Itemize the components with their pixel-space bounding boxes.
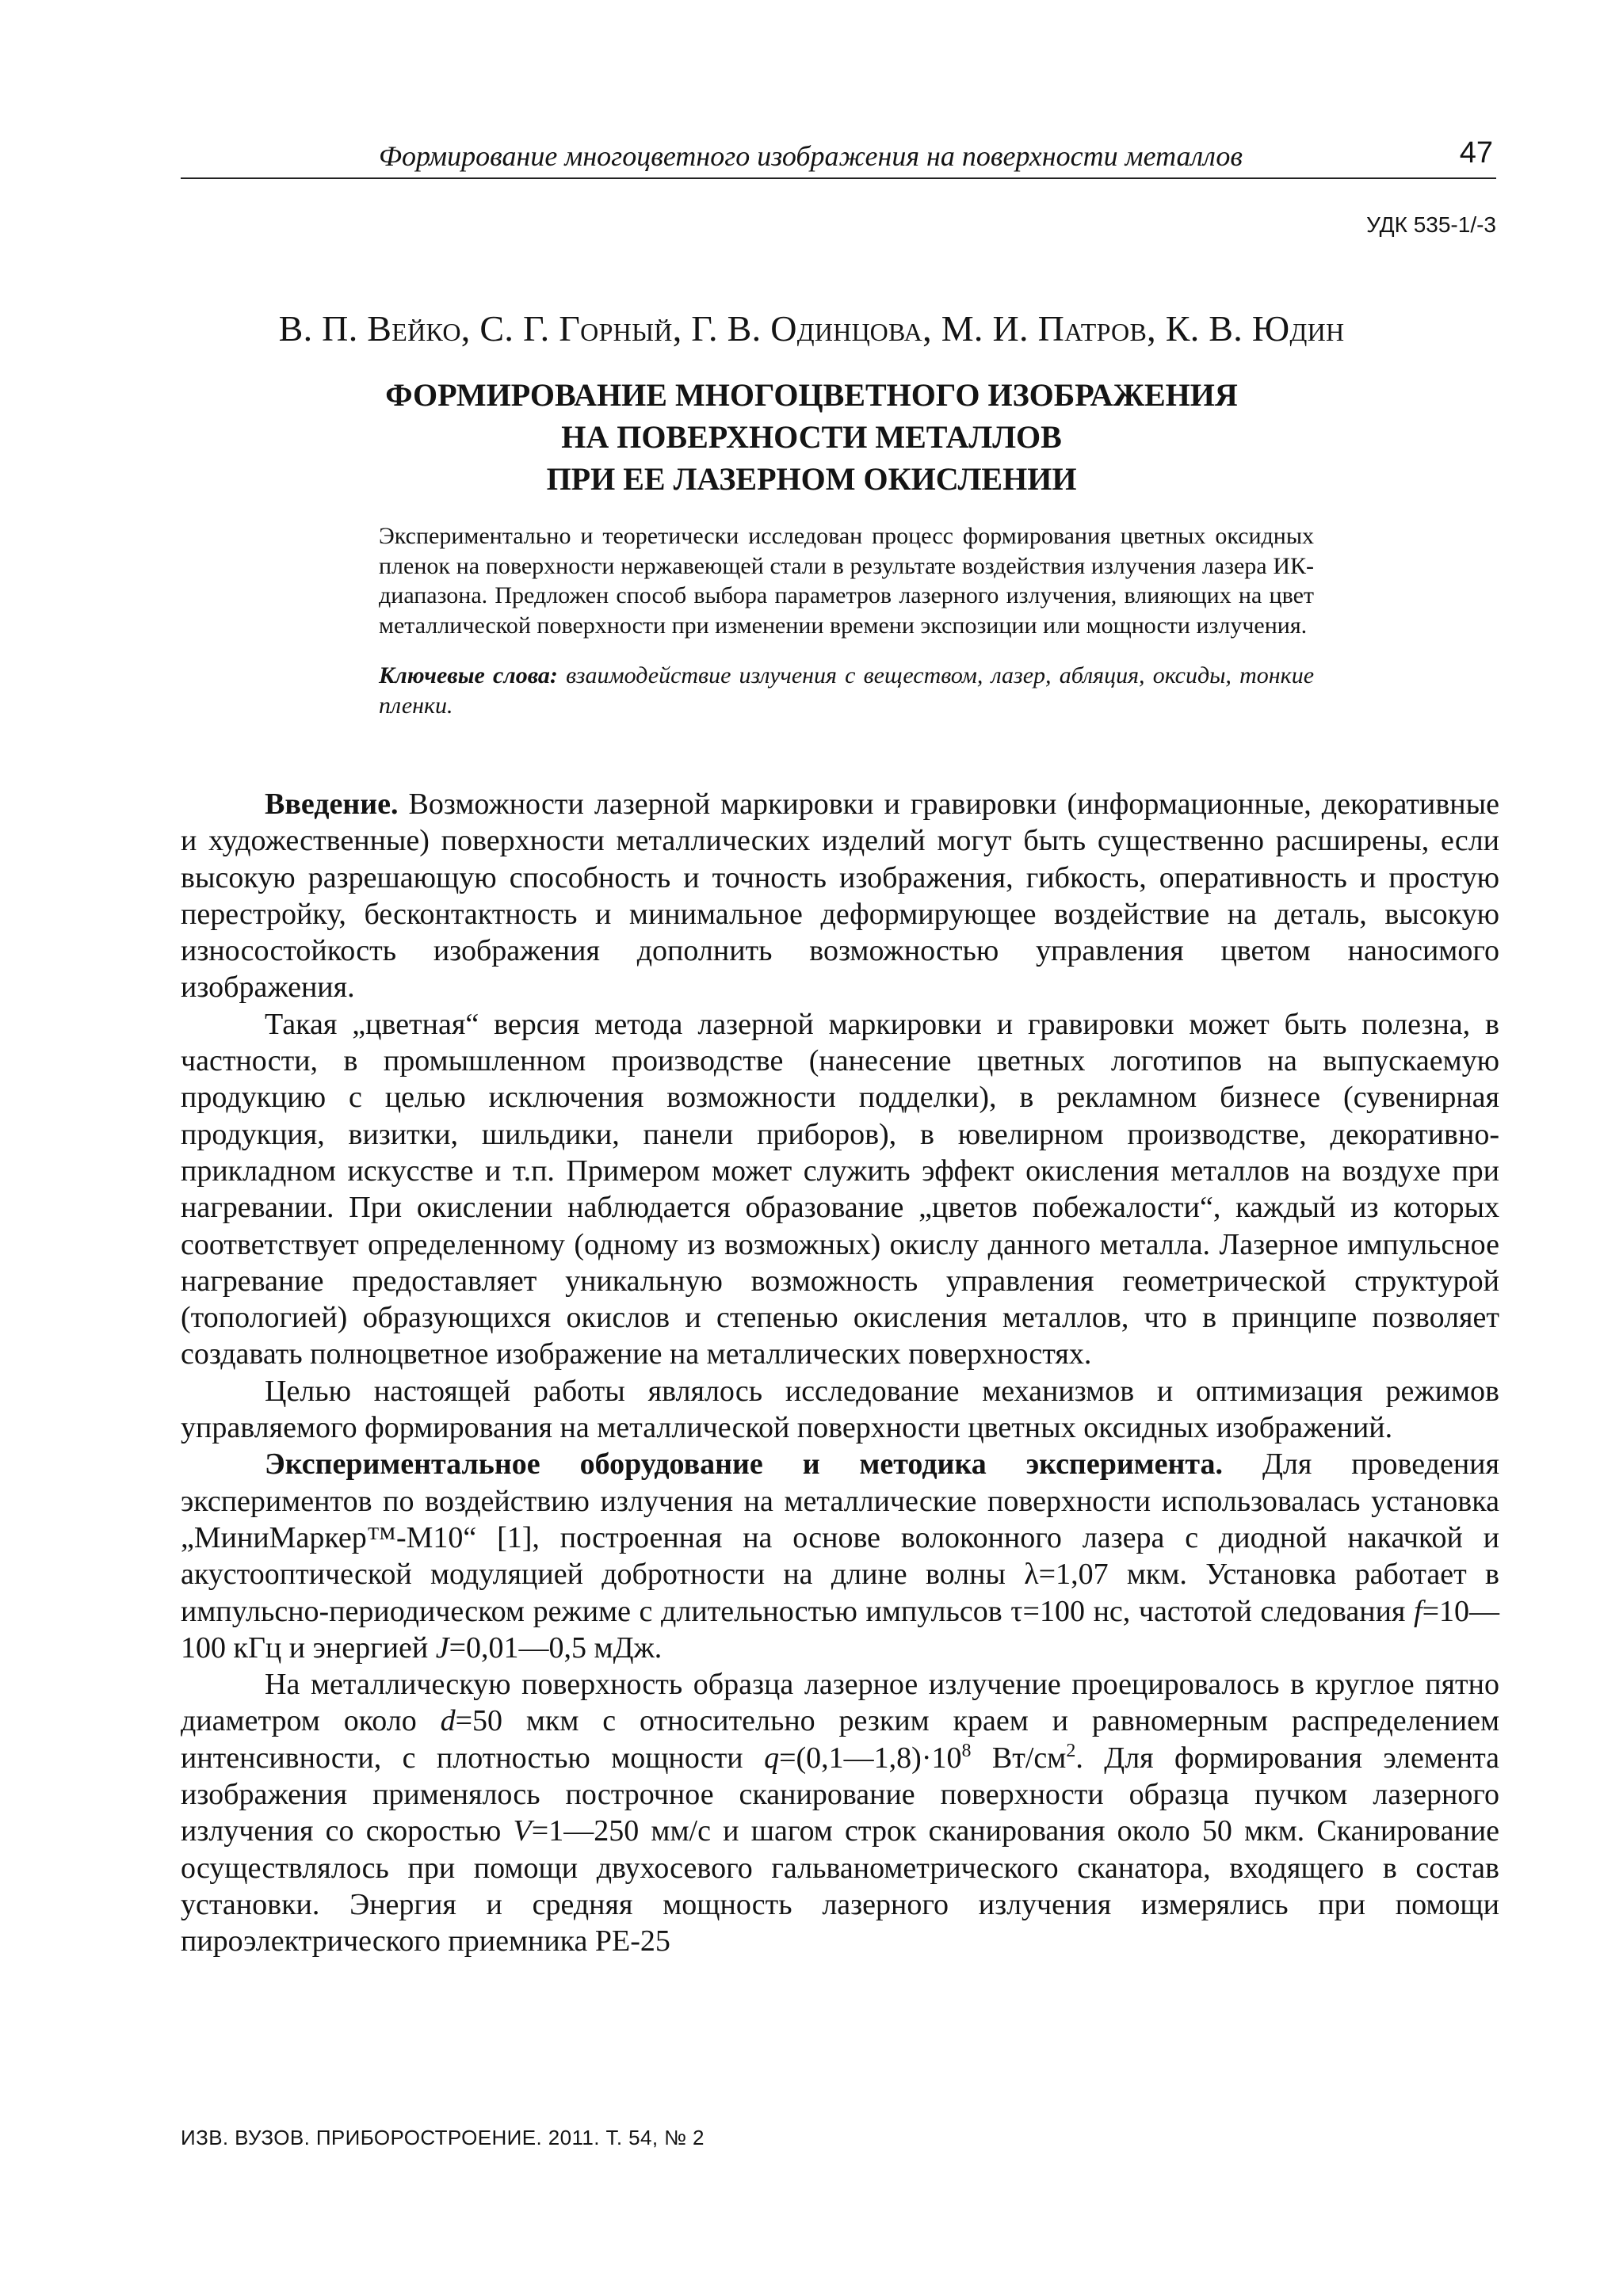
section-heading-experimental: Экспериментальное оборудование и методика эксперимента. [265,1447,1223,1482]
title-line: ПРИ ЕЕ ЛАЗЕРНОМ ОКИСЛЕНИИ [546,461,1077,497]
title-line: ФОРМИРОВАНИЕ МНОГОЦВЕТНОГО ИЗОБРАЖЕНИЯ [385,377,1238,413]
page-number: 47 [1459,136,1493,170]
article-body [181,786,1499,1960]
symbol-f: f [1414,1594,1423,1628]
paragraph-text: Для проведения экспериментов по воздействию излучения на металлические поверхности использовалась установка „МиниМаркер™-М10“ [1], построенная на основе волоконного лазера с диодной накачкой и акустооптической модуляцией добротности на длине волны λ=1,07 мкм. Установка работает в импульсно-периодическом режиме с длительностью импульсов τ=100 нс, частотой следования [181,1447,1499,1628]
keywords-label: Ключевые слова: [379,662,558,688]
symbol-V: V [513,1814,532,1848]
paragraph [181,1666,1499,1959]
superscript: 8 [961,1740,972,1761]
abstract [379,521,1314,720]
udc-code: УДК 535-1/-3 [1366,212,1496,237]
paragraph-text: Возможности лазерной маркировки и гравировки (информационные, декоративные и художественные) поверхности металлических изделий могут быть существенно расширены, если высокую разрешающую способность и точность изображения, гибкость, оперативность и простую перестройку, бесконтактность и минимальное деформирующее воздействие на деталь, высокую износостойкость изображения дополнить возможностью управления цветом наносимого изображения. [181,788,1499,1005]
title-line: НА ПОВЕРХНОСТИ МЕТАЛЛОВ [561,419,1062,455]
symbol-J: J [435,1630,449,1665]
symbol-q: q [764,1741,780,1775]
running-title: Формирование многоцветного изображения на поверхности металлов [379,140,1243,172]
authors: В. П. Вейко, С. Г. Горный, Г. В. Одинцова, М. И. Патров, К. В. Юдин [278,308,1345,349]
article-title [0,374,1623,500]
running-header [181,136,1496,179]
keywords [379,661,1314,720]
superscript: 2 [1066,1740,1076,1761]
paragraph-text: . Для формирования элемента изображения применялось построчное сканирование поверхности образца пучком лазерного излучения со скоростью [181,1741,1500,1848]
paragraph-text: =50 мкм с относительно резким краем и равномерным распределением интенсивности, с плотностью мощности [181,1704,1500,1775]
paragraph-text: На металлическую поверхность образца лазерное излучение проецировалось в круглое пятно диаметром около [181,1668,1499,1738]
paragraph-text: =0,01—0,5 мДж. [449,1630,663,1665]
paragraph-text: =1—250 мм/с и шагом строк сканирования около 50 мкм. Сканирование осуществлялось при помощи двухосевого гальванометрического сканатора, входящего в состав установки. Энергия и средняя мощность лазерного излучения измерялись при помощи пироэлектрического приемника РЕ-25 [181,1814,1500,1958]
journal-footer: ИЗВ. ВУЗОВ. ПРИБОРОСТРОЕНИЕ. 2011. Т. 54, № 2 [181,2126,705,2149]
section-heading-introduction: Введение. [265,788,399,821]
symbol-d: d [440,1704,456,1738]
paragraph: Такая „цветная“ версия метода лазерной маркировки и гравировки может быть полезна, в частности, в промышленном производстве (нанесение цветных логотипов на выпускаемую продукцию с целью исключения возможности подделки), в рекламном бизнесе (сувенирная продукция, визитки, шильдики, панели приборов), в ювелирном производстве, декоративно-прикладном искусстве и т.п. Примером может служить эффект окисления металлов на воздухе при нагревании. При окислении наблюдается образование „цветов побежалости“, каждый из которых соответствует определенному (одному из возможных) окислу данного металла. Лазерное импульсное нагревание предоставляет уникальную возможность управления геометрической структурой (топологией) образующихся окислов и степенью окисления металлов, что в принципе позволяет создавать полноцветное изображение на металлических поверхностях. [181,1007,1499,1371]
paragraph-introduction [181,786,1499,1006]
abstract-text: Экспериментально и теоретически исследован процесс формирования цветных оксидных пленок на поверхности нержавеющей стали в результате воздействия излучения лазера ИК-диапазона. Предложен способ выбора параметров лазерного излучения, влияющих на цвет металлической поверхности при изменении времени экспозиции или мощности излучения. [379,523,1314,639]
paragraph-text: =(0,1—1,8)·10 [779,1741,962,1775]
paragraph-experimental [181,1446,1499,1666]
paragraph: Целью настоящей работы являлось исследование механизмов и оптимизация режимов управляемого формирования на металлической поверхности цветных оксидных изображений. [181,1374,1499,1445]
paragraph-text: Вт/см [971,1741,1067,1775]
keywords-list: взаимодействие излучения с веществом, лазер, абляция, оксиды, тонкие пленки. [379,662,1315,719]
paragraph-text: =10—100 кГц и энергией [181,1594,1500,1665]
